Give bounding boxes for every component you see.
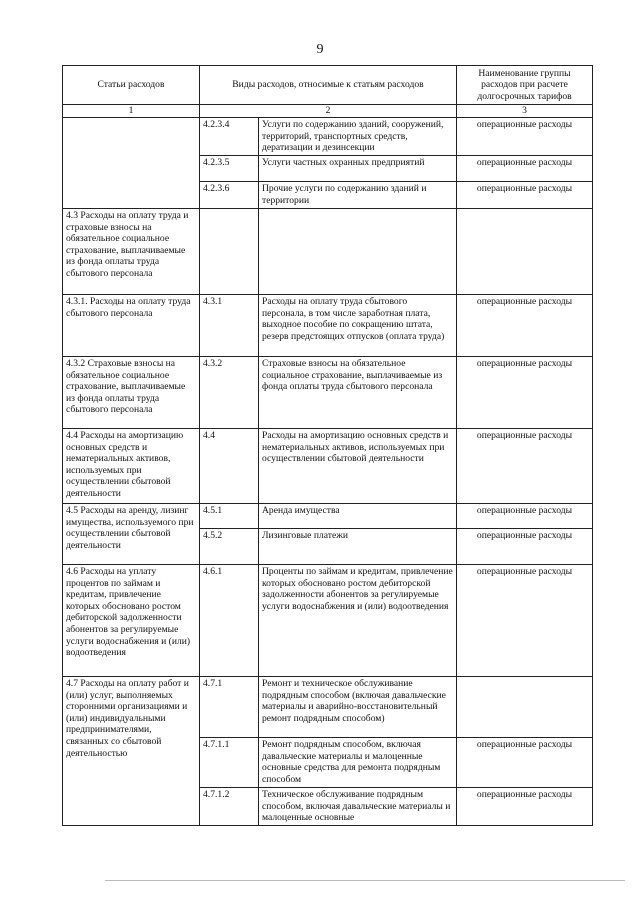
code-cell: 4.6.1 <box>200 565 259 677</box>
group-cell: операционные расходы <box>457 156 593 182</box>
group-cell <box>457 677 593 738</box>
article-cell: 4.7 Расходы на оплату работ и (или) услуг, выполняемых сторонними организациями и (или) индивидуальными предпринимателями, связанных со сбытовой деятельностью <box>63 677 200 826</box>
code-cell: 4.2.3.4 <box>200 118 259 156</box>
article-cell: 4.3.2 Страховые взносы на обязательное социальное страхование, выплачиваемые из фонда оплаты труда сбытового персонала <box>63 357 200 429</box>
group-cell: операционные расходы <box>457 182 593 209</box>
code-cell: 4.5.1 <box>200 504 259 529</box>
table-row <box>63 429 593 504</box>
code-cell: 4.3.1 <box>200 295 259 357</box>
article-cell <box>63 118 200 209</box>
column-number-row <box>63 105 593 118</box>
column-number-1: 1 <box>63 105 200 118</box>
group-cell: операционные расходы <box>457 357 593 429</box>
article-cell: 4.5 Расходы на аренду, лизинг имущества, используемого при осуществлении сбытовой деятельности <box>63 504 200 565</box>
page-number: 9 <box>316 42 324 57</box>
description-cell: Услуги частных охранных предприятий <box>259 156 457 182</box>
group-cell <box>457 209 593 295</box>
description-cell: Техническое обслуживание подрядным способом, включая давальческие материалы и малоценные основные <box>259 788 457 826</box>
code-cell: 4.4 <box>200 429 259 504</box>
code-cell: 4.3.2 <box>200 357 259 429</box>
description-cell: Расходы на оплату труда сбытового персонала, в том числе заработная плата, выходное пособие по сокращению штата, резерв предстоящих отпусков (оплата труда) <box>259 295 457 357</box>
header-expense-types: Виды расходов, относимые к статьям расходов <box>200 66 457 105</box>
description-cell: Аренда имущества <box>259 504 457 529</box>
group-cell: операционные расходы <box>457 565 593 677</box>
description-cell: Ремонт подрядным способом, включая давальческие материалы и малоценные основные средства для ремонта подрядным способом <box>259 738 457 788</box>
header-articles: Статьи расходов <box>63 66 200 105</box>
expense-table <box>62 65 593 826</box>
group-cell: операционные расходы <box>457 504 593 529</box>
column-number-2: 2 <box>200 105 457 118</box>
group-cell: операционные расходы <box>457 118 593 156</box>
description-cell: Прочие услуги по содержанию зданий и территории <box>259 182 457 209</box>
table-row <box>63 357 593 429</box>
code-cell: 4.2.3.5 <box>200 156 259 182</box>
code-cell: 4.7.1.1 <box>200 738 259 788</box>
description-cell: Ремонт и техническое обслуживание подрядным способом (включая давальческие материалы и аварийно-восстановительный ремонт подрядным способом) <box>259 677 457 738</box>
table-row <box>63 504 593 529</box>
article-cell: 4.3.1. Расходы на оплату труда сбытового персонала <box>63 295 200 357</box>
group-cell: операционные расходы <box>457 429 593 504</box>
code-cell: 4.2.3.6 <box>200 182 259 209</box>
group-cell: операционные расходы <box>457 788 593 826</box>
header-group-name: Наименование группы расходов при расчете долгосрочных тарифов <box>457 66 593 105</box>
description-cell: Услуги по содержанию зданий, сооружений, территорий, транспортных средств, дератизации и дезинсекции <box>259 118 457 156</box>
description-cell: Страховые взносы на обязательное социальное страхование, выплачиваемые из фонда оплаты труда сбытового персонала <box>259 357 457 429</box>
header-row <box>63 66 593 105</box>
description-cell <box>259 209 457 295</box>
description-cell: Лизинговые платежи <box>259 529 457 565</box>
article-cell: 4.6 Расходы на уплату процентов по займам и кредитам, привлечение которых обосновано ростом дебиторской задолженности абонентов за регулируемые услуги водоснабжения и (или) водоотведения <box>63 565 200 677</box>
table-row <box>63 118 593 156</box>
code-cell <box>200 209 259 295</box>
table-row <box>63 565 593 677</box>
table-row <box>63 209 593 295</box>
code-cell: 4.7.1 <box>200 677 259 738</box>
scan-edge-line <box>105 880 625 881</box>
table-row <box>63 677 593 738</box>
description-cell: Расходы на амортизацию основных средств и нематериальных активов, используемых при осуществлении сбытовой деятельности <box>259 429 457 504</box>
code-cell: 4.5.2 <box>200 529 259 565</box>
description-cell: Проценты по займам и кредитам, привлечение которых обосновано ростом дебиторской задолженности абонентов за регулируемые услуги водоснабжения и (или) водоотведения <box>259 565 457 677</box>
group-cell: операционные расходы <box>457 738 593 788</box>
article-cell: 4.3 Расходы на оплату труда и страховые взносы на обязательное социальное страхование, выплачиваемые из фонда оплаты труда сбытового персонала <box>63 209 200 295</box>
group-cell: операционные расходы <box>457 295 593 357</box>
column-number-3: 3 <box>457 105 593 118</box>
code-cell: 4.7.1.2 <box>200 788 259 826</box>
group-cell: операционные расходы <box>457 529 593 565</box>
article-cell: 4.4 Расходы на амортизацию основных средств и нематериальных активов, используемых при осуществлении сбытовой деятельности <box>63 429 200 504</box>
table-row <box>63 295 593 357</box>
